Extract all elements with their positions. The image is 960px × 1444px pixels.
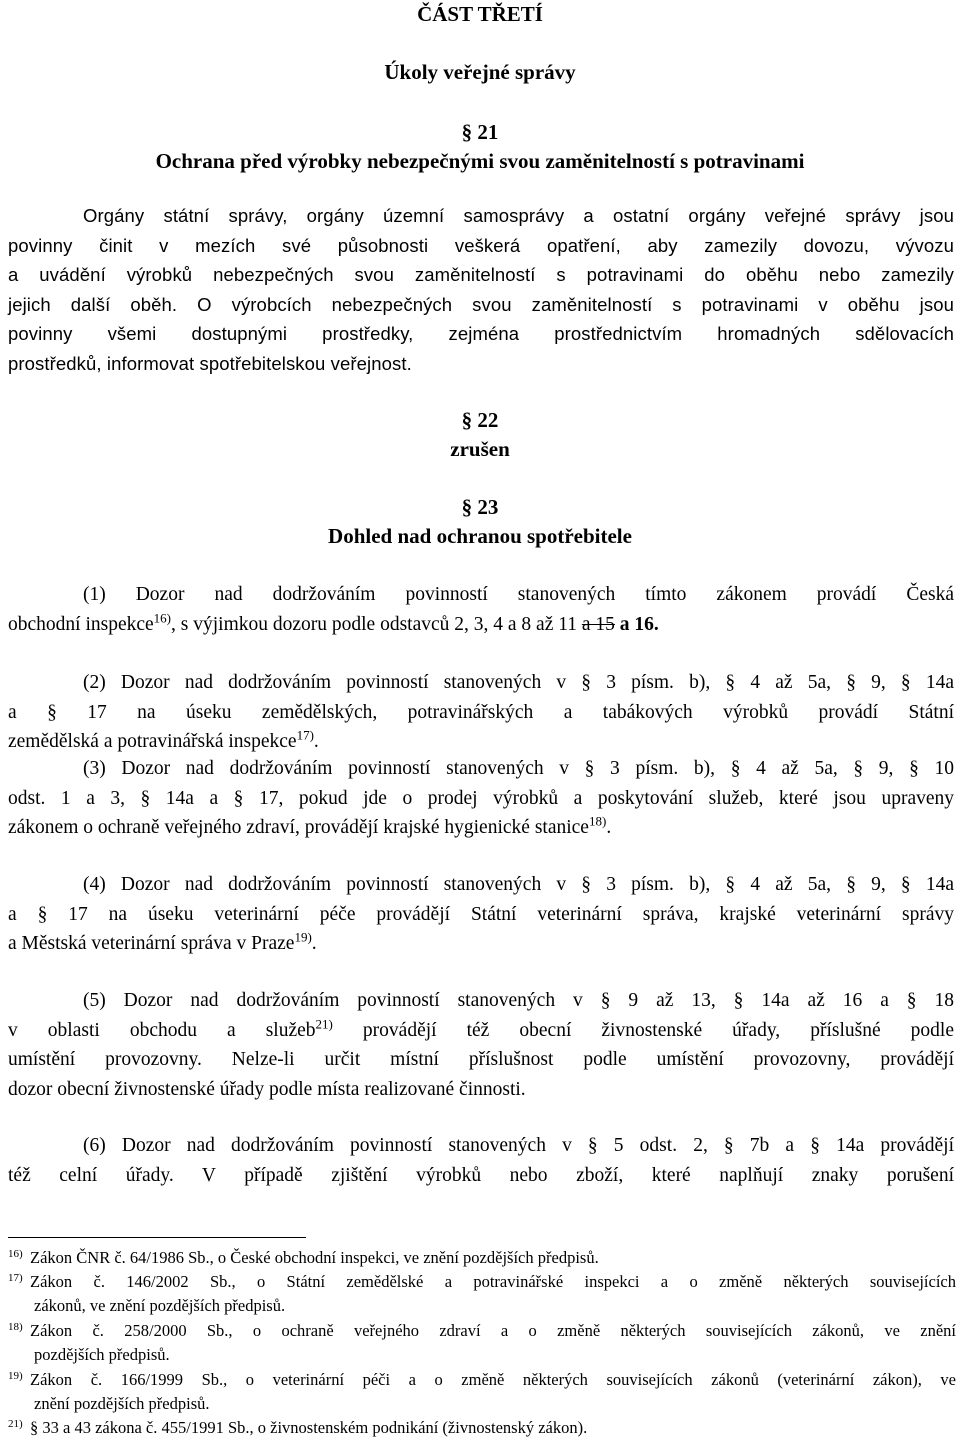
struck-text: a 15 (581, 613, 615, 635)
text-line: povinny činit v mezích své působnosti veškerá opatření, aby zamezily dovozu, vývozu (8, 234, 954, 256)
text-line: (1) Dozor nad dodržováním povinností stanovených tímto zákonem provádí Česká (83, 584, 954, 605)
section-number: § 22 (461, 408, 499, 432)
section-number: § 23 (461, 495, 499, 519)
section-number: § 21 (461, 120, 499, 144)
text-line: (3) Dozor nad dodržováním povinností stanovených v § 3 písm. b), § 4 až 5a, § 9, § 10 (83, 758, 954, 779)
text-segment: , s výjimkou dozoru podle odstavců 2, 3, 4 a 8 až 11 (171, 613, 582, 635)
text-line: (4) Dozor nad dodržováním povinností stanovených v § 3 písm. b), § 4 až 5a, § 9, § 14a (83, 874, 954, 895)
footnote-ref[interactable]: 17) (296, 727, 314, 743)
text-line (8, 813, 954, 843)
footnote-text: Zákon č. 146/2002 Sb., o Státní zemědělské a potravinářské inspekci a o změně některých souvisejících (30, 1272, 956, 1291)
text-line: jejich další oběh. O výrobcích nebezpečných svou zaměnitelností s potravinami v oběhu jsou (8, 293, 954, 315)
footnote-text: Zákon ČNR č. 64/1986 Sb., o České obchodní inspekci, ve znění pozdějších předpisů. (30, 1248, 599, 1267)
text-line: (6) Dozor nad dodržováním povinností stanovených v § 5 odst. 2, § 7b a § 14a provádějí (83, 1135, 954, 1156)
section-22-heading (0, 406, 960, 464)
text-segment: . (313, 731, 319, 752)
footnote-ref[interactable]: 16) (153, 610, 172, 625)
footnote-text: § 33 a 43 zákona č. 455/1991 Sb., o živnostenském podnikání (živnostenský zákon). (30, 1418, 588, 1437)
footnote-text: zákonů, ve znění pozdějších předpisů. (34, 1296, 286, 1315)
footnote-17: 17) Zákon č. 146/2002 Sb., o Státní zemědělské a potravinářské inspekci a o změně některých souvisejících zákonů, ve znění pozdějších předpisů. (8, 1270, 956, 1318)
footnote-19: 19) Zákon č. 166/1999 Sb., o veterinární péči a o změně některých souvisejících zákonů (veterinární zákon), ve znění pozdějších předpisů. (8, 1368, 956, 1416)
footnote-ref[interactable]: 21) (315, 1016, 333, 1031)
paragraph-5 (8, 986, 954, 1104)
footnote-ref[interactable]: 19) (294, 929, 312, 945)
paragraph-4 (8, 870, 954, 959)
paragraph-3 (8, 754, 954, 843)
text-line: a uvádění výrobků nebezpečných svou zaměnitelností s potravinami do oběhu nebo zamezily (8, 264, 954, 285)
text-line: (5) Dozor nad dodržováním povinností stanovených v § 9 až 13, § 14a až 16 a § 18 (83, 990, 954, 1011)
text-segment: . (606, 817, 612, 838)
text-line: odst. 1 a 3, § 14a a § 17, pokud jde o prodej výrobků a poskytování služeb, které jsou upraveny (8, 787, 954, 809)
text-line (8, 610, 954, 640)
footnote-text: Zákon č. 166/1999 Sb., o veterinární péči a o změně některých souvisejících zákonů (veterinární zákon), ve (30, 1370, 956, 1389)
bold-text: a 16. (614, 613, 659, 635)
text-line: prostředků, informovat spotřebitelskou veřejnost. (8, 352, 412, 374)
text-line: Orgány státní správy, orgány územní samosprávy a ostatní orgány veřejné správy jsou (83, 205, 954, 226)
text-line (8, 1016, 954, 1046)
footnote-21: 21) § 33 a 43 zákona č. 455/1991 Sb., o živnostenském podnikání (živnostenský zákon). (8, 1417, 588, 1437)
part-heading: ČÁST TŘETÍ (417, 2, 543, 26)
footnote-text: Zákon č. 258/2000 Sb., o ochraně veřejného zdraví a o změně některých souvisejících zákonů, ve znění (30, 1321, 956, 1340)
paragraph-2 (8, 668, 954, 757)
text-line: (2) Dozor nad dodržováním povinností stanovených v § 3 písm. b), § 4 až 5a, § 9, § 14a (83, 672, 954, 693)
text-line (8, 727, 954, 757)
text-segment: provádějí též obecní živnostenské úřady, příslušné podle (332, 1019, 954, 1041)
paragraph-6 (8, 1131, 954, 1190)
text-segment: zákonem o ochraně veřejného zdraví, provádějí krajské hygienické stanice (8, 817, 589, 838)
text-segment: a Městská veterinární správa v Praze (8, 933, 295, 954)
section-23-heading (0, 493, 960, 551)
footnote-ref[interactable]: 18) (588, 813, 607, 829)
text-line: povinny všemi dostupnými prostředky, zejména prostřednictvím hromadných sdělovacích (8, 323, 954, 344)
text-line: a § 17 na úseku veterinární péče provádějí Státní veterinární správa, krajské veterinární správy (8, 903, 954, 925)
text-segment: zemědělská a potravinářská inspekce (8, 731, 297, 752)
text-line: též celní úřady. V případě zjištění výrobků nebo zboží, které naplňují znaky porušení (8, 1164, 954, 1186)
footnote-16: 16) Zákon ČNR č. 64/1986 Sb., o České obchodní inspekci, ve znění pozdějších předpisů. (8, 1247, 599, 1267)
text-segment: . (311, 933, 317, 954)
footnote-18: 18) Zákon č. 258/2000 Sb., o ochraně veřejného zdraví a o změně některých souvisejících zákonů, ve znění pozdějších předpisů. (8, 1319, 956, 1367)
paragraph-1 (8, 580, 954, 639)
section-21-body (8, 201, 954, 378)
section-21-heading (0, 118, 960, 176)
part-title: Úkoly veřejné správy (384, 60, 576, 84)
text-line: umístění provozovny. Nelze-li určit místní příslušnost podle umístění provozovny, provádějí (8, 1049, 954, 1070)
section-title: Ochrana před výrobky nebezpečnými svou zaměnitelností s potravinami (155, 149, 805, 173)
text-line: a § 17 na úseku zemědělských, potravinářských a tabákových výrobků provádí Státní (8, 701, 954, 723)
text-segment: obchodní inspekce (8, 613, 154, 635)
footnote-divider (8, 1237, 306, 1238)
text-segment: v oblasti obchodu a služeb (8, 1019, 316, 1041)
footnote-text: pozdějších předpisů. (34, 1345, 170, 1364)
section-title: Dohled nad ochranou spotřebitele (328, 524, 632, 548)
text-line (8, 929, 954, 959)
text-line: dozor obecní živnostenské úřady podle místa realizované činnosti. (8, 1078, 526, 1100)
section-title: zrušen (450, 437, 510, 461)
footnote-text: znění pozdějších předpisů. (34, 1394, 210, 1413)
